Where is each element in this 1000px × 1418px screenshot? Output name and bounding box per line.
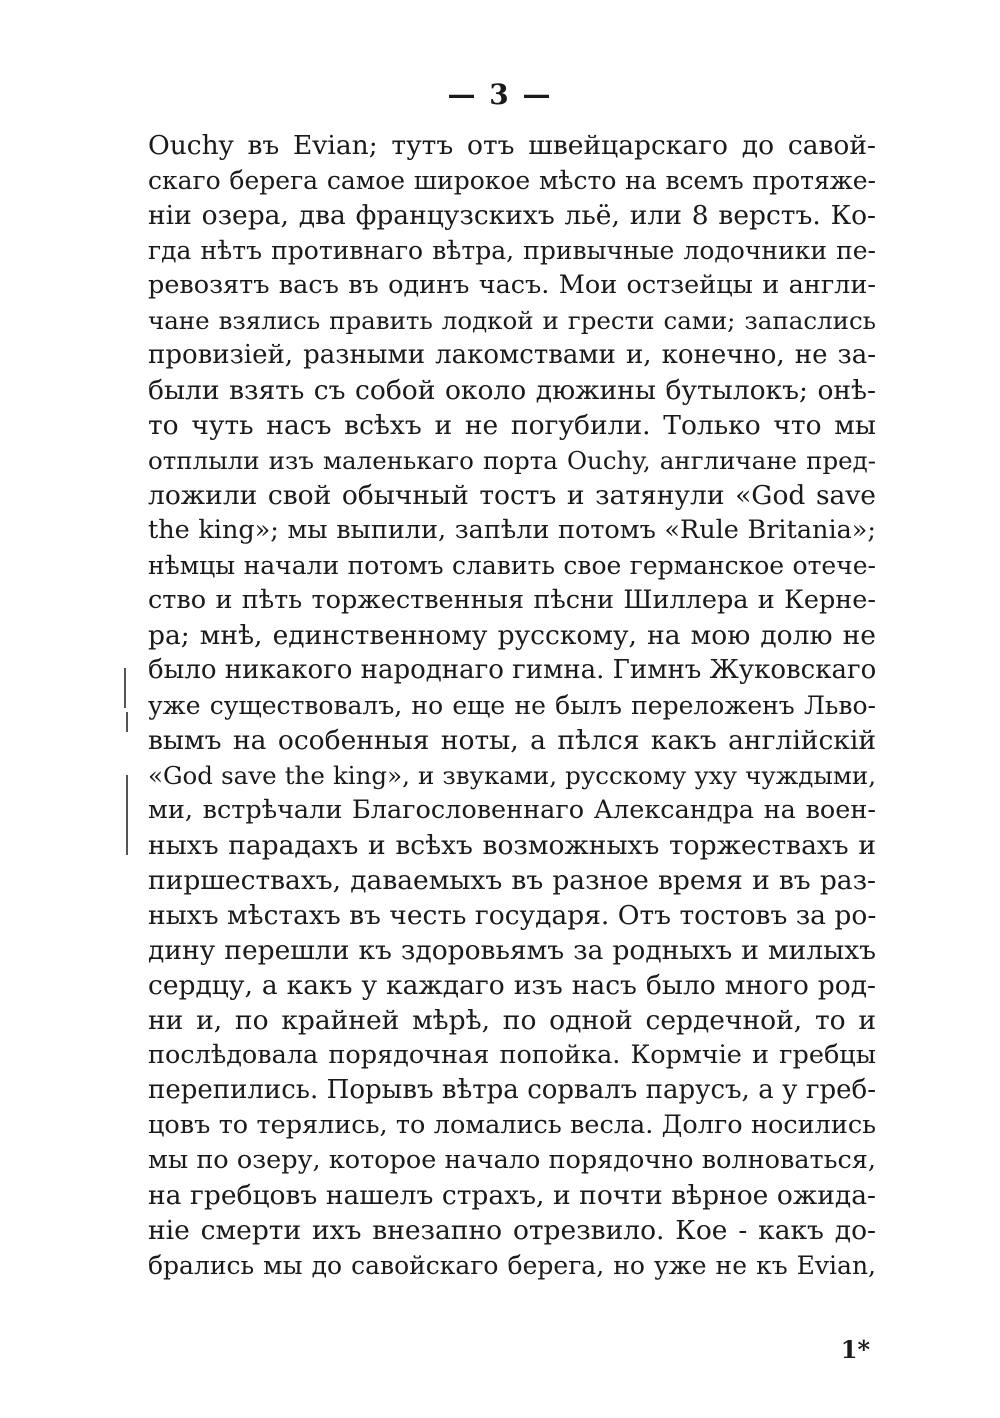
- text-line: послѣдовала порядочная попойка. Кормчіе и гребцы: [148, 1040, 876, 1070]
- text-line: ложили свой обычный тостъ и затянули «God save: [148, 480, 876, 511]
- text-line: отплыли изъ маленькаго порта Ouchy, англичане пред-: [148, 446, 876, 475]
- text-line: брались мы до савойскаго берега, но уже не къ Evian,: [148, 1251, 876, 1280]
- text-line: то чуть насъ всѣхъ и не погубили. Только что мы: [148, 410, 876, 441]
- text-line: чане взялись править лодкой и грести сами; запаслись: [148, 306, 876, 335]
- margin-mark: [126, 775, 128, 855]
- text-line: нѣмцы начали потомъ славить свое германское отече-: [148, 551, 876, 580]
- text-line: ніе смерти ихъ внезапно отрезвило. Кое - какъ до-: [148, 1215, 876, 1246]
- text-line: цовъ то терялись, то ломались весла. Долго носились: [148, 1110, 876, 1140]
- text-line: мы по озеру, которое начало порядочно волноваться,: [148, 1145, 876, 1175]
- text-line: было никакого народнаго гимна. Гимнъ Жуковскаго: [148, 655, 876, 685]
- text-line: ныхъ мѣстахъ въ честь государя. Отъ тостовъ за ро-: [148, 900, 876, 931]
- page-number: — 3 —: [447, 78, 553, 111]
- text-line: ми, встрѣчали Благословеннаго Александра на воен-: [148, 795, 876, 825]
- text-line: ни и, по крайней мѣрѣ, по одной сердечной, то и: [148, 1005, 876, 1036]
- text-line: гда нѣтъ противнаго вѣтра, привычные лодочники пе-: [148, 236, 876, 265]
- text-line: скаго берега самое широкое мѣсто на всемъ протяже-: [148, 166, 876, 195]
- text-line: ревозятъ васъ въ одинъ часъ. Мои остзейцы и англи-: [148, 270, 876, 300]
- text-line: ра; мнѣ, единственному русскому, на мою долю не: [148, 620, 876, 651]
- text-line: провизіей, разными лакомствами и, конечно, не за-: [148, 340, 876, 370]
- text-line: the king»; мы выпили, запѣли потомъ «Rule Britania»;: [148, 515, 876, 545]
- text-body: [148, 128, 876, 1283]
- text-line: Ouchy въ Evian; тутъ отъ швейцарскаго до савой-: [148, 130, 876, 161]
- text-line: «God save the king», и звуками, русскому уху чуждыми,: [148, 761, 876, 790]
- text-line: ство и пѣть торжественныя пѣсни Шиллера и Керне-: [148, 585, 876, 615]
- text-line: перепились. Порывъ вѣтра сорвалъ парусъ, а у греб-: [148, 1075, 876, 1105]
- margin-mark: [126, 712, 128, 732]
- text-line: пиршествахъ, даваемыхъ въ разное время и въ раз-: [148, 865, 876, 896]
- text-line: ніи озера, два французскихъ льё, или 8 верстъ. Ко-: [148, 200, 876, 231]
- text-line: уже существовалъ, но еще не былъ переложенъ Льво-: [148, 691, 876, 720]
- text-line: на гребцовъ нашелъ страхъ, и почти вѣрное ожида-: [148, 1180, 876, 1211]
- margin-mark: [124, 668, 126, 708]
- text-line: ныхъ парадахъ и всѣхъ возможныхъ торжествахъ и: [148, 830, 876, 861]
- text-line: сердцу, а какъ у каждаго изъ насъ было много род-: [148, 970, 876, 1001]
- signature-mark: 1*: [840, 1335, 870, 1364]
- text-line: вымъ на особенныя ноты, а пѣлся какъ англійскій: [148, 725, 876, 756]
- text-line: дину перешли къ здоровьямъ за родныхъ и милыхъ: [148, 935, 876, 966]
- text-line: были взять съ собой около дюжины бутылокъ; онѣ-: [148, 375, 876, 406]
